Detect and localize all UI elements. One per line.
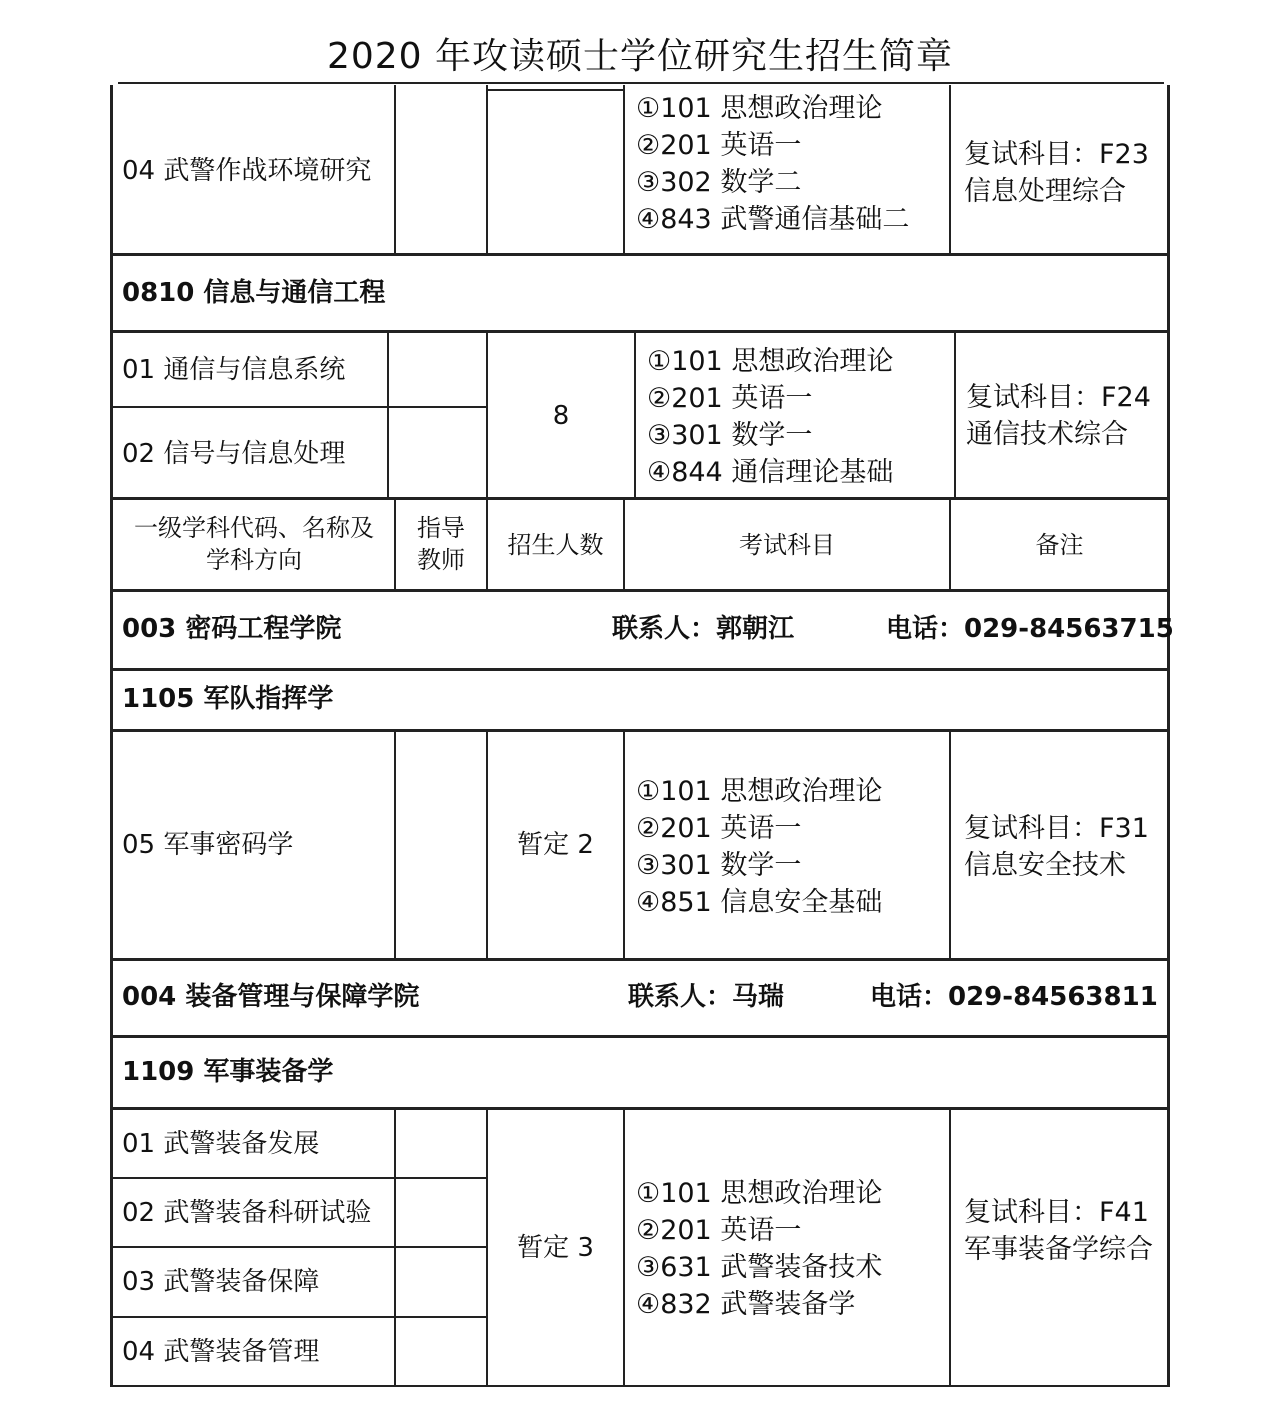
- discipline-heading: 1109 军事装备学: [122, 1057, 334, 1087]
- row-divider: [112, 1107, 1168, 1110]
- exam-subject: ③301 数学一: [647, 420, 813, 451]
- college-phone: 电话：029-84563811: [870, 982, 1158, 1012]
- college-contact: 联系人：郭朝江: [612, 614, 795, 644]
- direction-label: 01 通信与信息系统: [122, 355, 346, 385]
- header-advisor-line: 教师: [417, 546, 465, 574]
- col-divider: [949, 729, 951, 958]
- row-divider: [112, 1035, 1168, 1038]
- college-name: 003 密码工程学院: [122, 614, 342, 644]
- col-divider: [623, 1107, 625, 1387]
- exam-subject: ②201 英语一: [636, 1215, 802, 1246]
- exam-subject: ①101 思想政治理论: [636, 93, 883, 124]
- document-title: 2020 年攻读硕士学位研究生招生简章: [326, 36, 954, 77]
- row-divider: [112, 958, 1168, 961]
- college-phone: 电话：029-84563715: [886, 614, 1174, 644]
- col-divider: [949, 85, 951, 253]
- direction-label: 02 信号与信息处理: [122, 439, 346, 469]
- exam-subjects: [636, 90, 909, 238]
- discipline-heading: 0810 信息与通信工程: [122, 278, 386, 308]
- direction-label: 02 武警装备科研试验: [122, 1198, 372, 1228]
- cell-inner-rule: [486, 89, 623, 91]
- exam-subject: ①101 思想政治理论: [647, 346, 894, 377]
- enrollment-count: 暂定 2: [517, 830, 594, 860]
- header-discipline-line: 学科方向: [206, 546, 302, 574]
- direction-label: 01 武警装备发展: [122, 1129, 320, 1159]
- remarks: 复试科目：F41 军事装备学综合: [964, 1197, 1153, 1265]
- header-discipline: [114, 512, 394, 576]
- col-divider: [634, 330, 636, 497]
- exam-subjects: [636, 773, 882, 921]
- row-divider: [112, 253, 1168, 256]
- exam-subject: ④851 信息安全基础: [636, 887, 883, 918]
- direction-label: 04 武警装备管理: [122, 1337, 320, 1367]
- exam-subject: ④832 武警装备学: [636, 1289, 856, 1320]
- exam-subject: ③301 数学一: [636, 850, 802, 881]
- header-advisor: [396, 512, 486, 576]
- sub-row-divider: [112, 1177, 486, 1179]
- row-divider: [112, 589, 1168, 592]
- col-divider: [486, 85, 488, 253]
- exam-subject: ②201 英语一: [647, 383, 813, 414]
- direction-label: 03 武警装备保障: [122, 1267, 320, 1297]
- enrollment-count: 暂定 3: [517, 1233, 594, 1263]
- title-rule: [118, 82, 1164, 84]
- header-remarks: 备注: [1035, 531, 1084, 559]
- remarks: 复试科目：F23 信息处理综合: [964, 139, 1149, 207]
- sub-row-divider: [112, 1316, 486, 1318]
- row-divider: [112, 668, 1168, 671]
- col-divider: [949, 1107, 951, 1387]
- exam-subject: ③631 武警装备技术: [636, 1252, 883, 1283]
- header-discipline-line: 一级学科代码、名称及: [134, 514, 374, 542]
- header-exams: 考试科目: [739, 531, 835, 559]
- col-divider: [394, 85, 396, 253]
- col-divider: [387, 330, 389, 497]
- exam-subject: ③302 数学二: [636, 167, 802, 198]
- college-contact: 联系人：马瑞: [628, 982, 785, 1012]
- col-divider: [394, 729, 396, 958]
- direction-label: 05 军事密码学: [122, 830, 294, 860]
- row-divider: [112, 729, 1168, 732]
- enrollment-count: 8: [552, 401, 570, 431]
- exam-subject: ①101 思想政治理论: [636, 1178, 883, 1209]
- college-name: 004 装备管理与保障学院: [122, 982, 420, 1012]
- sub-row-divider: [112, 406, 486, 408]
- exam-subjects: [647, 343, 893, 491]
- exam-subject: ②201 英语一: [636, 813, 802, 844]
- sub-row-divider: [112, 1246, 486, 1248]
- direction-label: 04 武警作战环境研究: [122, 156, 372, 186]
- col-divider: [623, 85, 625, 253]
- exam-subject: ②201 英语一: [636, 130, 802, 161]
- header-advisor-line: 指导: [417, 514, 465, 542]
- row-divider: [112, 497, 1168, 500]
- remarks: 复试科目：F31 信息安全技术: [964, 813, 1149, 881]
- exam-subjects: [636, 1175, 882, 1323]
- row-divider: [112, 330, 1168, 333]
- col-divider: [954, 330, 956, 497]
- col-divider: [623, 729, 625, 958]
- exam-subject: ①101 思想政治理论: [636, 776, 883, 807]
- header-enrollment: 招生人数: [507, 531, 604, 559]
- discipline-heading: 1105 军队指挥学: [122, 684, 334, 714]
- remarks: 复试科目：F24 通信技术综合: [966, 382, 1151, 450]
- exam-subject: ④843 武警通信基础二: [636, 204, 910, 235]
- exam-subject: ④844 通信理论基础: [647, 457, 894, 488]
